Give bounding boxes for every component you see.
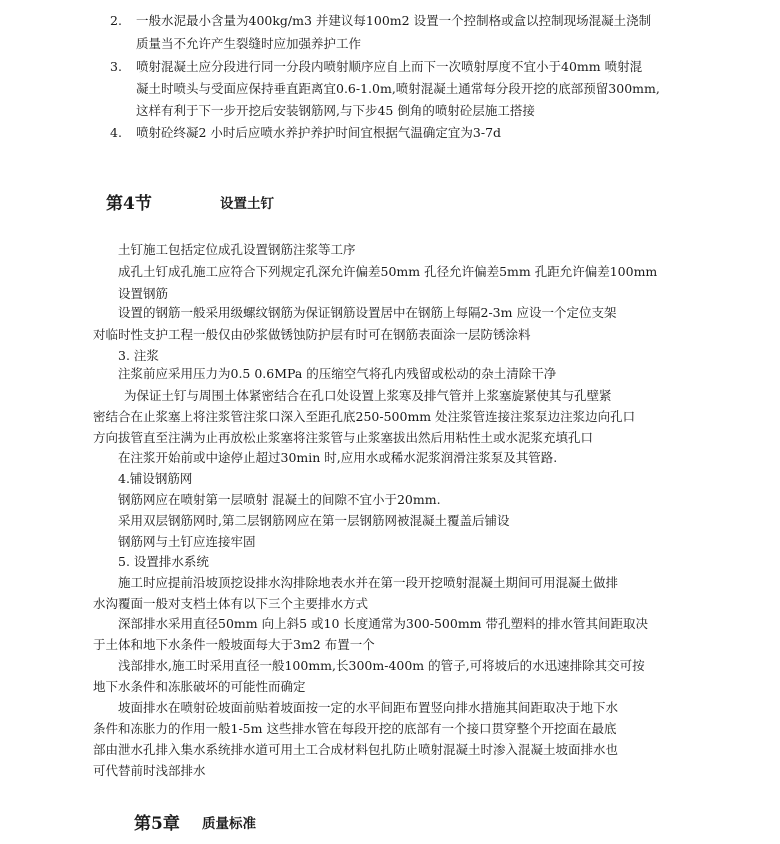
body-line: 可代替前时浅部排水 xyxy=(93,763,206,778)
body-line: 于土体和地下水条件一般坡面每大于3m2 布置一个 xyxy=(93,637,375,652)
body-line: 地下水条件和冻胀破坏的可能性而确定 xyxy=(93,679,306,694)
body-line: 设置钢筋 xyxy=(118,286,169,301)
body-line: 水沟覆面一般对支档土体有以下三个主要排水方式 xyxy=(93,596,369,611)
chapter-heading xyxy=(134,809,256,834)
body-line: 5. 设置排水系统 xyxy=(118,554,209,569)
body-line: 方向拔管直至注满为止再放松止浆塞将注浆管与止浆塞拔出然后用粘性土或水泥浆充填孔口 xyxy=(93,430,594,445)
body-line: 设置的钢筋一般采用级螺纹钢筋为保证钢筋设置居中在钢筋上每隔2-3m 应设一个定位支架 xyxy=(118,305,617,320)
section-heading xyxy=(106,189,274,214)
list-number: 2. xyxy=(110,13,122,28)
body-line: 采用双层钢筋网时,第二层钢筋网应在第一层钢筋网被混凝土覆盖后铺设 xyxy=(118,513,510,528)
list-item-2-line-1: 2. 一般水泥最小含量为400kg/m3 并建议每100m2 设置一个控制格或盒以控制现场混凝土浇制 xyxy=(110,10,651,31)
body-line: 为保证土钉与周围土体紧密结合在孔口处设置上浆寒及排气管并上浆塞旋紧使其与孔壁紧 xyxy=(124,388,612,403)
list-item-3-line-1: 3. 喷射混凝土应分段进行同一分段内喷射顺序应自上而下一次喷射厚度不宜小于40mm 喷射混 xyxy=(110,56,642,77)
section-number: 第4节 xyxy=(106,194,152,214)
body-line: 注浆前应采用压力为0.5 0.6MPa 的压缩空气将孔内残留或松动的杂土清除干净 xyxy=(118,366,557,381)
body-line: 施工时应提前沿坡顶挖设排水沟排除地表水并在第一段开挖喷射混凝土期间可用混凝土做排 xyxy=(118,575,619,590)
list-number: 3. xyxy=(110,59,122,74)
body-line: 钢筋网与土钉应连接牢固 xyxy=(118,534,256,549)
body-line: 密结合在止浆塞上将注浆管注浆口深入至距孔底250-500mm 处注浆管连接注浆泵边注浆边向孔口 xyxy=(93,409,636,424)
body-line: 深部排水采用直径50mm 向上斜5 或10 长度通常为300-500mm 带孔塑料的排水管其间距取决 xyxy=(118,616,649,631)
body-line: 在注浆开始前或中途停止超过30min 时,应用水或稀水泥浆润滑注浆泵及其管路. xyxy=(118,450,558,465)
body-line: 浅部排水,施工时采用直径一般100mm,长300m-400m 的管子,可将坡后的水迅速排除其交可按 xyxy=(118,658,645,673)
body-line: 4.铺设钢筋网 xyxy=(118,471,193,486)
list-item-3-line-3: 这样有利于下一步开挖后安装钢筋网,与下步45 倒角的喷射砼层施工搭接 xyxy=(136,103,535,118)
list-item-3-line-2: 凝土时喷头与受面应保持垂直距离宜0.6-1.0m,喷射混凝土通常每分段开挖的底部预留300mm, xyxy=(136,81,660,96)
section-title: 设置土钉 xyxy=(220,196,274,212)
body-line: 土钉施工包括定位成孔设置钢筋注浆等工序 xyxy=(118,242,356,257)
chapter-number: 第5章 xyxy=(134,814,180,834)
list-item-4-line-1: 4. 喷射砼终凝2 小时后应喷水养护养护时间宜根据气温确定宜为3-7d xyxy=(110,122,501,143)
body-line: 条件和冻胀力的作用一般1-5m 这些排水管在每段开挖的底部有一个接口贯穿整个开挖面在最底 xyxy=(93,721,617,736)
body-line: 对临时性支护工程一般仅由砂浆做锈蚀防护层有时可在钢筋表面涂一层防锈涂料 xyxy=(93,327,531,342)
body-line: 坡面排水在喷射砼坡面前贴着坡面按一定的水平间距布置竖向排水措施其间距取决于地下水 xyxy=(118,700,619,715)
body-line: 钢筋网应在喷射第一层喷射 混凝土的间隙不宜小于20mm. xyxy=(118,492,441,507)
body-line: 成孔土钉成孔施工应符合下列规定孔深允许偏差50mm 孔径允许偏差5mm 孔距允许偏差100mm xyxy=(118,264,658,279)
body-line: 3. 注浆 xyxy=(118,348,159,363)
list-item-2-line-2: 质量当不允许产生裂缝时应加强养护工作 xyxy=(136,36,362,51)
list-number: 4. xyxy=(110,125,122,140)
body-line: 部由泄水孔排入集水系统排水道可用土工合成材料包扎防止喷射混凝土时渗入混凝土坡面排水也 xyxy=(93,742,619,757)
chapter-title: 质量标准 xyxy=(202,816,256,832)
